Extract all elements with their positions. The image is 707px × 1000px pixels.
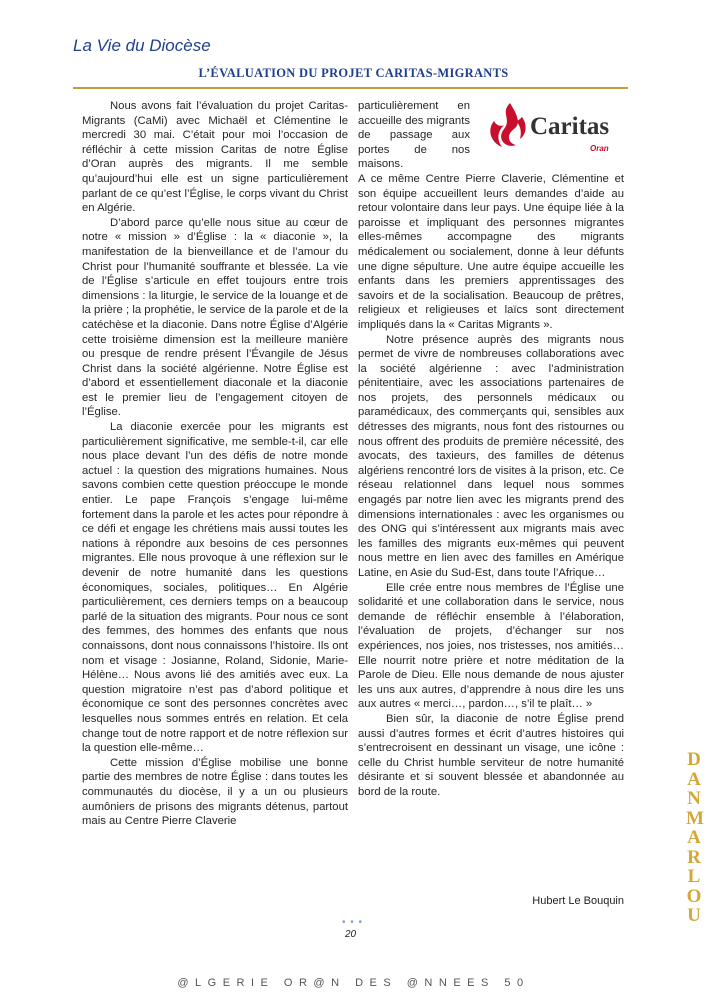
paragraph: Elle crée entre nous membres de l’Église une solidarité et une collaboration dans le service, nous demande de réfléchir ensemble à l’élaboration, l’évaluation de projets, d’échanger sur nos expériences, nos joies, nos tristesses, nos amitiés… Elle nourrit notre prière et notre méditation de la Parole de Dieu. Elle nous demande de nous ajuster les uns aux autres, d’apprendre à nous dire les uns aux autres « merci…, pardon…, s’il te plaît… » xyxy=(358,581,624,711)
paragraph: La diaconie exercée pour les migrants est particulièrement significative, me semble-t-il, car elle nous place devant l’un des défis de notre monde actuel : la question des migrations humaines. Nous savons combien cette question préoccupe le monde entier. Le pape François s’engage lui-même fortement dans la parole et les actes pour répondre à ce défi et engage les chrétiens mais aussi toutes les nations à répondre aux besoins de ces personnes migrantes. Elle nous provoque à une réflexion sur le devenir de notre humanité dans les questions économiques, sociales, politiques… En Algérie particulièrement, ces derniers temps on a beaucoup parlé de la situation des migrants. Pour nous ce sont des femmes, des hommes des enfants que nous connaissons, dont nous connaissons l’histoire. Ils ont nom et visage : Josianne, Roland, Sidonie, Marie-Hélène… Nous avons lié des amitiés avec eux. La question migratoire n’est pas d’abord politique et économique ce sont des personnes concrètes avec lesquelles nous sommes entrés en relation. Et cela change tout de notre rapport et de notre réflexion sur la question elle-même… xyxy=(82,421,348,755)
paragraph: D’abord parce qu’elle nous situe au cœur de notre « mission » d’Église : la « diaconie », la manifestation de la bienveillance et de l’amour du Christ pour l’humanité souffrante et blessée. La vie de l’Église s’articule en effet toujours entre trois dimensions : la liturgie, le service de la louange et de la prière ; la prophétie, le service de la parole et de la catéchèse et la diaconie. Dans notre Église d’Algérie cette troisième dimension est la meilleure manière ou presque de rendre présent l’Évangile de Jésus Christ dans la société algérienne. Notre Église est d’abord et essentiellement diaconale et la diaconie est le premier lieu de l’engagement citoyen de l’Église. xyxy=(82,216,348,419)
side-letter: R xyxy=(687,846,701,868)
side-letter: U xyxy=(687,905,701,926)
side-letter: A xyxy=(687,827,701,848)
caritas-logo xyxy=(482,99,624,161)
logo-wordmark: Caritas xyxy=(530,113,610,140)
left-column xyxy=(82,99,348,829)
page-number: 20 xyxy=(345,929,357,940)
flame-icon xyxy=(482,99,532,159)
paragraph: Nous avons fait l’évaluation du projet Caritas-Migrants (CaMi) avec Michaël et Clémentine le mercredi 30 mai. C’était pour moi l’occasion de réfléchir à cette mission Caritas de notre Église d’Oran auprès des migrants. Il me semble qu’aujourd’hui elle est un signe particulièrement parlant de ce qu’est l’Église, le corps vivant du Christ en Algérie. xyxy=(82,100,348,215)
logo-city: Oran xyxy=(590,144,609,153)
paragraph: Bien sûr, la diaconie de notre Église prend aussi d’autres formes et écrit d’autres histoires qui s’entrecroisent en dessinant un visage, une icône : celle du Christ humble serviteur de notre humanité désirante et si souvent blessée et abandonnée au bord de la route. xyxy=(358,712,624,798)
page-dots: • • • xyxy=(342,917,364,928)
right-column xyxy=(358,99,624,800)
side-letter: A xyxy=(687,768,701,790)
paragraph: A ce même Centre Pierre Claverie, Clémentine et son équipe accueillent leurs demandes d’aide au retour volontaire dans leur pays. Une équipe liée à la paroisse et impliquant des personnes migrantes elles-mêmes accompagne des migrants médicalement ou socialement, donne à leur défunts une digne sépulture. Une autre équipe accueille les enfants dans les premiers apprentissages des savoirs et de la socialisation. Beaucoup de prêtres, religieux et religieuses et laïcs sont directement impliqués dans la « Caritas Migrants ». xyxy=(358,172,624,331)
side-letter: D xyxy=(687,749,701,770)
side-letter: M xyxy=(686,807,704,829)
page-footer: @LGERIE OR@N DES @NNEES 50 xyxy=(177,977,530,989)
side-letter: O xyxy=(686,885,702,907)
paragraph: Cette mission d’Église mobilise une bonne partie des membres de notre Église : dans toutes les communautés du diocèse, il y a un ou plusieurs aumôniers de prisons des migrants détenus, partout mais au Centre Pierre Claverie xyxy=(82,756,348,828)
title-divider xyxy=(73,87,628,89)
side-letter: L xyxy=(687,866,701,887)
side-letter: N xyxy=(687,788,701,809)
paragraph: Notre présence auprès des migrants nous permet de vivre de nombreuses collaborations avec la société algérienne : avec l’administration pénitentiaire, avec les associations partenaires de nos projets, des personnels médicaux ou paramédicaux, des commerçants qui, sensibles aux détresses des migrants, nous font des ristournes ou nous offrent des produits de première nécessité, des avocats, des taxieurs, des familles de détenus algériens rencontré lors de visites à la prison, etc. Ce réseau relationnel dans lequel nous sommes engagés par notre lien avec les migrants prend des dimensions internationales : avec les organismes ou des ONG qui s’intéressent aux migrants mais avec les familles des migrants eux-mêmes qui peuvent nous mettre en lien avec des familles en Amérique Latine, en Asie du Sud-Est, dans toute l’Afrique… xyxy=(358,333,624,579)
paragraph-wrap: particulièrement en accueille des migrants de passage aux portes de nos maisons. xyxy=(358,100,470,171)
section-title: La Vie du Diocèse xyxy=(73,36,211,55)
author-signature: Hubert Le Bouquin xyxy=(532,895,624,907)
side-label xyxy=(686,750,702,926)
article-title: L’ÉVALUATION DU PROJET CARITAS-MIGRANTS xyxy=(198,66,509,80)
